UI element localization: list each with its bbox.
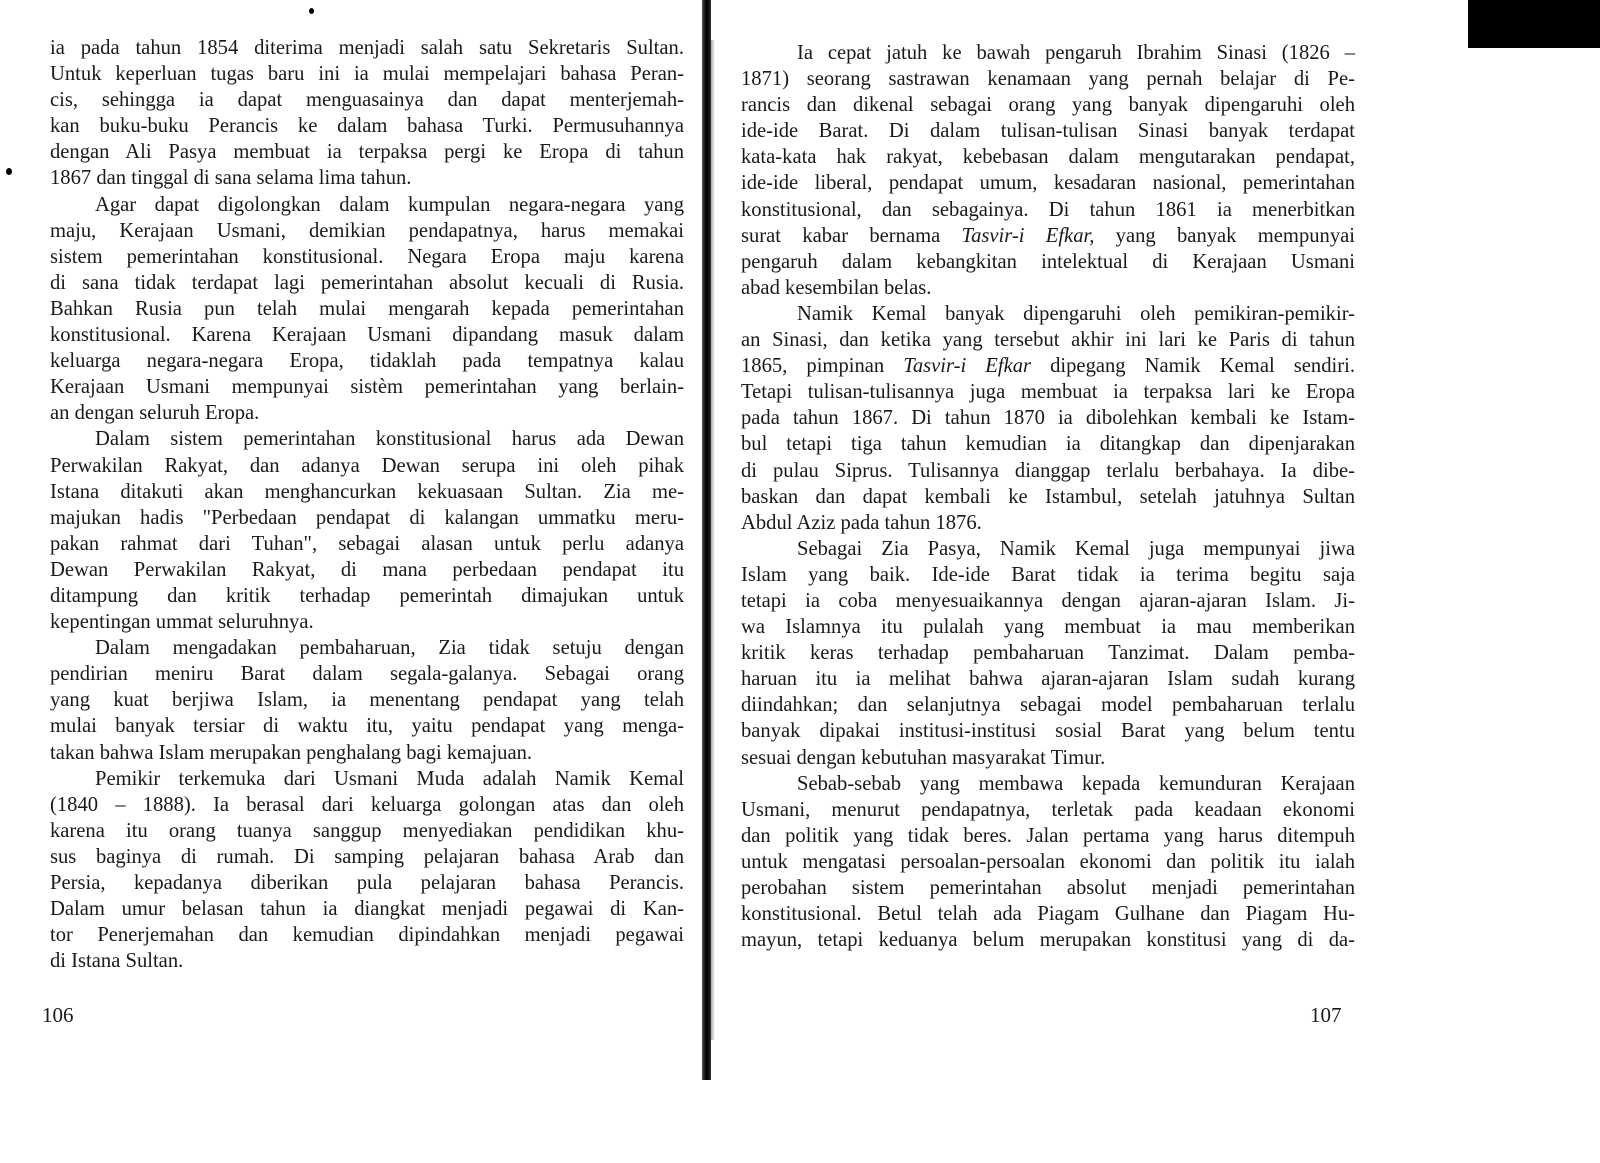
text-line: yang kuat berjiwa Islam, ia menentang pendapat yang telah <box>50 689 684 712</box>
text-line: (1840 – 1888). Ia berasal dari keluarga golongan atas dan oleh <box>50 793 684 816</box>
text-line: pakan rahmat dari Tuhan", sebagai alasan untuk perlu adanya <box>50 532 684 555</box>
text-line: ditampung dan kritik terhadap pemerintah dimajukan untuk <box>50 584 684 607</box>
text-line <box>741 223 1355 249</box>
text-line: 1867 dan tinggal di sana selama lima tahun. <box>50 167 412 190</box>
text-line: Untuk keperluan tugas baru ini ia mulai mempelajari bahasa Peran- <box>50 63 684 86</box>
text-line: 1871) seorang sastrawan kenamaan yang pernah belajar di Pe- <box>741 68 1355 91</box>
text-line: Kerajaan Usmani mempunyai sistèm pemerintahan yang berlain- <box>50 376 684 399</box>
text-line: Istana ditakuti akan menghancurkan kekuasaan Sultan. Zia me- <box>50 480 684 503</box>
speck-mark <box>6 168 12 175</box>
text-line: rancis dan dikenal sebagai orang yang banyak dipengaruhi oleh <box>741 94 1355 117</box>
text-segment: 1865, pimpinan <box>741 355 904 378</box>
text-line: Dalam sistem pemerintahan konstitusional harus ada Dewan <box>95 428 684 451</box>
page-number-left: 106 <box>42 1003 74 1027</box>
text-line: abad kesembilan belas. <box>741 276 932 299</box>
text-line: takan bahwa Islam merupakan penghalang bagi kemajuan. <box>50 741 533 764</box>
text-line: sus baginya di rumah. Di samping pelajaran bahasa Arab dan <box>50 845 684 868</box>
text-line: karena itu orang tuanya sanggup menyediakan pendidikan khu- <box>50 819 684 842</box>
text-line: Dalam umur belasan tahun ia diangkat menjadi pegawai di Kan- <box>50 898 684 921</box>
left-page-text <box>50 35 684 974</box>
right-page <box>714 0 1600 1163</box>
text-line: untuk mengatasi persoalan-persoalan ekonomi dan politik itu ialah <box>741 850 1355 873</box>
text-line: tetapi ia coba menyesuaikannya dengan ajaran-ajaran Islam. Ji- <box>741 589 1355 612</box>
text-line: Abdul Aziz pada tahun 1876. <box>741 511 982 534</box>
text-line: di pulau Siprus. Tulisannya dianggap terlalu berbahaya. Ia dibe- <box>741 459 1355 482</box>
left-page <box>0 0 704 1163</box>
text-line: baskan dan dapat kembali ke Istambul, setelah jatuhnya Sultan <box>741 485 1355 508</box>
text-line: Perwakilan Rakyat, dan adanya Dewan serupa ini oleh pihak <box>50 454 684 477</box>
text-line: Dewan Perwakilan Rakyat, di mana perbedaan pendapat itu <box>50 558 684 581</box>
right-page-text <box>741 40 1355 953</box>
text-line <box>741 353 1355 379</box>
text-line: diindahkan; dan selanjutnya sebagai model pembaharuan terlalu <box>741 694 1355 717</box>
text-line: ia pada tahun 1854 diterima menjadi salah satu Sekretaris Sultan. <box>50 37 684 59</box>
text-line: Namik Kemal banyak dipengaruhi oleh pemikiran-pemikir- <box>797 302 1355 325</box>
text-line: an Sinasi, dan ketika yang tersebut akhir ini lari ke Paris di tahun <box>741 329 1355 352</box>
scan-edge-bar <box>1468 0 1600 48</box>
text-line: Sebab-sebab yang membawa kepada kemunduran Kerajaan <box>797 772 1355 795</box>
text-line: Sebagai Zia Pasya, Namik Kemal juga mempunyai jiwa <box>797 537 1355 560</box>
text-line: dengan Ali Pasya membuat ia terpaksa pergi ke Eropa di tahun <box>50 141 684 164</box>
italic-title: Tasvir-i Efkar, <box>961 224 1095 247</box>
text-line: konstitusional. Karena Kerajaan Usmani dipandang masuk dalam <box>50 324 684 347</box>
text-line: Tetapi tulisan-tulisannya juga membuat ia terpaksa lari ke Eropa <box>741 381 1355 404</box>
text-line: Pemikir terkemuka dari Usmani Muda adalah Namik Kemal <box>95 767 684 790</box>
italic-title: Tasvir-i Efkar <box>903 355 1032 378</box>
text-line: Bahkan Rusia pun telah mulai mengarah kepada pemerintahan <box>50 297 684 320</box>
text-line: maju, Kerajaan Usmani, demikian pendapatnya, harus memakai <box>50 219 684 242</box>
text-line: di Istana Sultan. <box>50 950 184 973</box>
text-line: banyak dipakai institusi-institusi sosial Barat yang belum tentu <box>741 720 1355 743</box>
text-line: wa Islamnya itu pulalah yang membuat ia mau memberikan <box>741 616 1355 639</box>
text-line: sistem pemerintahan konstitusional. Negara Eropa maju karena <box>50 245 684 268</box>
text-line: dan politik yang tidak beres. Jalan pertama yang harus ditempuh <box>741 824 1355 847</box>
book-gutter <box>702 0 711 1080</box>
text-line: ide-ide Barat. Di dalam tulisan-tulisan Sinasi banyak terdapat <box>741 120 1355 143</box>
text-line: konstitusional. Betul telah ada Piagam Gulhane dan Piagam Hu- <box>741 903 1355 926</box>
text-line: konstitusional, dan sebagainya. Di tahun 1861 ia menerbitkan <box>741 198 1355 221</box>
text-line: Persia, kepadanya diberikan pula pelajaran bahasa Perancis. <box>50 872 684 894</box>
text-line: keluarga negara-negara Eropa, tidaklah pada tempatnya kalau <box>50 350 684 373</box>
text-line: cis, sehingga ia dapat menguasainya dan dapat menterjemah- <box>50 89 684 112</box>
text-line: ide-ide liberal, pendapat umum, kesadaran nasional, pemerintahan <box>741 172 1355 195</box>
text-line: kan buku-buku Perancis ke dalam bahasa Turki. Permusuhannya <box>50 115 684 138</box>
text-line: tor Penerjemahan dan kemudian dipindahkan menjadi pegawai <box>50 924 684 947</box>
text-line: kepentingan ummat seluruhnya. <box>50 611 314 634</box>
text-line: majukan hadis "Perbedaan pendapat di kalangan ummatku meru- <box>50 506 684 529</box>
page-number-right: 107 <box>1310 1003 1342 1027</box>
text-segment: surat kabar bernama <box>741 224 962 247</box>
text-line: kritik keras terhadap pembaharuan Tanzimat. Dalam pemba- <box>741 642 1355 665</box>
text-line: mayun, tetapi keduanya belum merupakan konstitusi yang di da- <box>741 929 1355 952</box>
text-line: Ia cepat jatuh ke bawah pengaruh Ibrahim Sinasi (1826 – <box>797 42 1355 64</box>
text-line: mulai banyak tersiar di waktu itu, yaitu pendapat yang menga- <box>50 715 684 738</box>
text-line: an dengan seluruh Eropa. <box>50 402 260 425</box>
text-line: Agar dapat digolongkan dalam kumpulan negara-negara yang <box>95 193 684 216</box>
text-line: pendirian meniru Barat dalam segala-galanya. Sebagai orang <box>50 663 684 686</box>
text-line: haruan itu ia melihat bahwa ajaran-ajaran Islam sudah kurang <box>741 668 1355 691</box>
speck-mark <box>309 8 314 14</box>
text-line: bul tetapi tiga tahun kemudian ia ditangkap dan dipenjarakan <box>741 433 1355 456</box>
text-line: kata-kata hak rakyat, kebebasan dalam mengutarakan pendapat, <box>741 146 1355 169</box>
text-segment: dipegang Namik Kemal sendiri. <box>1031 355 1355 378</box>
text-line: pada tahun 1867. Di tahun 1870 ia dibolehkan kembali ke Istam- <box>741 407 1355 430</box>
text-line: perobahan sistem pemerintahan absolut menjadi pemerintahan <box>741 877 1355 899</box>
text-line: Islam yang baik. Ide-ide Barat tidak ia terima begitu saja <box>741 563 1355 586</box>
text-line: Dalam mengadakan pembaharuan, Zia tidak setuju dengan <box>95 637 684 660</box>
text-line: Usmani, menurut pendapatnya, terletak pada keadaan ekonomi <box>741 798 1355 821</box>
text-line: di sana tidak terdapat lagi pemerintahan absolut kecuali di Rusia. <box>50 271 684 294</box>
text-segment: yang banyak mempunyai <box>1094 224 1355 247</box>
text-line: pengaruh dalam kebangkitan intelektual di Kerajaan Usmani <box>741 250 1355 273</box>
text-line: sesuai dengan kebutuhan masyarakat Timur. <box>741 746 1106 769</box>
